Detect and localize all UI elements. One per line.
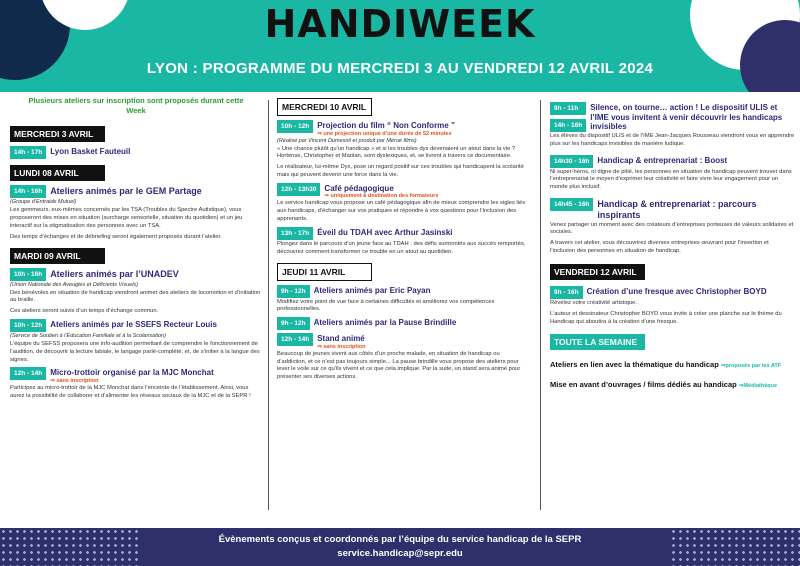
event-description: Modifiez votre point de vue face à certaines difficultés et améliorez vos compétences professionnelles.	[277, 298, 495, 313]
time-badge: 14h - 16h	[10, 185, 46, 198]
time-badge: 9h - 12h	[277, 285, 310, 298]
day-header: TOUTE LA SEMAINE	[550, 334, 645, 350]
column-divider	[268, 100, 269, 510]
time-badge: 12h - 14h	[277, 333, 313, 346]
week-item	[550, 380, 795, 390]
event-description: Participez au micro-trottoir de la MJC Monchat dans l’enceinte de l’établissement. Ainsi, vous aurez la possibilité de collaborer et d’alimenter les réseaux sociaux de la MJC et de la SEPR !	[10, 384, 251, 399]
event-title: Éveil du TDAH avec Arthur Jasinski	[317, 227, 453, 237]
event-description: Révélez votre créativité artistique.	[550, 299, 637, 306]
time-badge: 12h - 13h30	[277, 183, 320, 196]
time-badge: 10h - 16h	[10, 268, 46, 281]
time-badge: 14h - 17h	[10, 146, 46, 159]
event-description: Les gemmeurs, eux-mêmes concernés par les TSA (Troubles du Spectre Autistique), vous proposeront des mises en situation (surcharge sensorielle, situation du quotidien) et un jeu interactif sur la stigmatisation des personnes avec un TSA.	[10, 207, 243, 229]
event	[10, 146, 262, 159]
event-description: Le réalisateur, lui-même Dys, pose un regard positif sur ces troubles qui handicapent la scolarité mais qui peuvent devenir une force dans la vie.	[277, 164, 524, 179]
week-item-note: ⇒Médiathèque	[738, 383, 778, 390]
footer-banner	[0, 528, 800, 566]
event-description: Des temps d’échanges et de débriefing seront également proposés durant l’atelier.	[10, 233, 222, 240]
event	[550, 102, 795, 132]
event-description: Beaucoup de jeunes vivent aux côtés d’un proche malade, en situation de handicap ou d’addiction, et ce n’est pas toujours simple... La pause brindille vous propose des ateliers pour lever le voile sur ce qu’ils vivent et ce que cela implique. Par la suite, un stand sera animé pour présenter ses diverses actions.	[277, 350, 521, 381]
event-title: Stand animé	[317, 334, 365, 344]
event-title: Ateliers animés par l’UNADEV	[50, 268, 179, 279]
event-title-group	[50, 367, 214, 384]
footer-credit: Évènements conçus et coordonnés par l’équipe du service handicap de la SEPR	[218, 534, 582, 545]
event-description: A travers cet atelier, vous découvrirez diverses entreprises œuvrant pour l’insertion et l’inclusion des personnes en situation de handicap.	[550, 240, 769, 255]
week-item-title: Ateliers en lien avec la thématique du handicap	[550, 360, 719, 370]
event	[277, 333, 530, 350]
event-description: Venez partager un moment avec des créateurs d’entreprises porteuses de valeurs solidaires et sociales.	[550, 221, 794, 236]
event-title: Ateliers animés par la Pause Brindille	[313, 318, 457, 328]
event	[277, 120, 530, 137]
time-badge: 13h - 17h	[277, 227, 313, 240]
event-note: ⇒ uniquement à destination des formateurs	[324, 193, 439, 200]
event-title: Ateliers animés par le SSEFS Recteur Louis	[50, 319, 217, 329]
event-title-group	[317, 333, 365, 350]
week-item-title: Mise en avant d’ouvrages / films dédiés au handicap	[550, 380, 737, 390]
day-header: MARDI 09 AVRIL	[10, 248, 105, 264]
event-description: L’équipe du SEFSS proposera une info-audition permettant de comprendre le fonctionnement de l’audition, de découvrir la lecture labiale, le langage parlé-complété, et, de s’initier à la langue des signes.	[10, 340, 260, 363]
event-meta: (Service de Soutien à l’Éducation Familiale et à la Scolarisation)	[10, 332, 166, 339]
event-description: Des bénévoles en situation de handicap viendront animer des ateliers de locomotion et d’initiation au braille.	[10, 289, 261, 304]
column-right	[550, 96, 795, 391]
event-title: Ateliers animés par Eric Payan	[313, 285, 431, 295]
time-badge: 9h - 12h	[277, 317, 310, 330]
event-title: Ateliers animés par le GEM Partage	[50, 186, 202, 197]
time-badge: 10h - 12h	[277, 120, 313, 133]
time-badge: 14h45 - 16h	[550, 198, 593, 211]
event-title-group	[324, 183, 438, 200]
event-description: L’auteur et dessinateur Christopher BOYD vous invite à créer une planche sur le thème du Handicap qui aboutira à la création d’une fresque.	[550, 310, 782, 325]
event	[277, 317, 530, 330]
event-note: ⇒ sans inscription	[317, 343, 366, 350]
time-badge: 9h - 11h	[550, 102, 586, 115]
event	[550, 198, 795, 221]
event-title-group	[317, 120, 455, 137]
event	[277, 183, 530, 200]
event-title: Micro-trottoir organisé par la MJC Monchat	[50, 368, 214, 378]
event-description: Les élèves du dispositif ULIS et de l’IME Jean-Jacques Rousseau viendront vous en apprendre plus sur les handicaps invisibles de manière ludique.	[550, 133, 795, 147]
event	[10, 367, 262, 384]
event-title: Création d’une fresque avec Christopher BOYD	[586, 286, 767, 296]
time-badge: 10h - 12h	[10, 319, 46, 332]
week-item-note: ⇒proposés par les ATF	[720, 363, 782, 370]
time-badge: 12h - 14h	[10, 367, 46, 380]
event-title: Handicap & entreprenariat : Boost	[597, 155, 728, 165]
week-item	[550, 360, 795, 370]
event	[550, 155, 795, 168]
event	[10, 185, 262, 198]
time-badge: 14h - 16h	[550, 119, 586, 132]
event	[550, 286, 795, 299]
intro-text: Plusieurs ateliers sur inscription sont proposés durant cette Week	[28, 96, 244, 116]
column-divider	[540, 100, 541, 510]
day-header: JEUDI 11 AVRIL	[277, 263, 372, 281]
page-subtitle: LYON : PROGRAMME DU MERCREDI 3 AU VENDREDI 12 AVRIL 2024	[146, 60, 654, 77]
event-title: Silence, on tourne… action ! Le dispositif ULIS et l’IME vous invitent à venir découvrir les handicaps invisibles	[590, 103, 783, 132]
page-title: HANDIWEEK	[264, 2, 536, 46]
event-meta: (Groupe d’Entraide Mutuel)	[10, 199, 77, 206]
day-header: MERCREDI 3 AVRIL	[10, 126, 105, 142]
header-banner	[0, 0, 800, 92]
event-description: Ni super-héros, ni digne de pitié, les personnes en situation de handicap peuvent trouver dans l’entreprenariat le moyen d’exprimer leur créativité et faire vivre leur engagement pour un monde plus inclusif.	[550, 168, 792, 191]
event-title: Handicap & entreprenariat : parcours inspirants	[597, 199, 757, 220]
event-note: ⇒ une projection unique d’une durée de 52 minutes	[317, 130, 452, 137]
event-title: Lyon Basket Fauteuil	[50, 147, 131, 157]
column-middle	[277, 96, 530, 385]
event-description: Ces ateliers seront suivis d’un temps d’échange commun.	[10, 308, 159, 315]
event	[277, 227, 530, 240]
event-title: Projection du film “ Non Conforme ”	[317, 121, 455, 130]
time-badge: 9h - 16h	[550, 286, 583, 299]
event	[10, 268, 262, 281]
time-badge: 14h30 - 16h	[550, 155, 593, 168]
event	[277, 285, 530, 298]
column-left	[10, 96, 262, 404]
event-title: Café pédagogique	[324, 183, 394, 193]
contact-email[interactable]: service.handicap@sepr.edu	[337, 547, 463, 559]
event-meta: (Réalisé par Vincent Dumesnil et produit par Méroé films)	[277, 137, 417, 144]
event-note: ⇒ sans inscription	[50, 377, 99, 384]
day-header: MERCREDI 10 AVRIL	[277, 98, 372, 116]
event	[10, 319, 262, 332]
event-meta: (Union Nationale des Aveugles et Déficients Visuels)	[10, 281, 138, 288]
event-description: « Une chance plutôt qu’un handicap » et si les troubles dys devenaient un atout dans la vie ? Hortense, Christopher et Maolan, sont dyslexiques, et, se livrent à travers ce documentaire.	[277, 145, 516, 160]
time-badge-group	[550, 102, 586, 132]
event-description: Plongez dans le parcours d’un jeune face au TDAH : des défis surmontés aux succès remportés, découvrez comment transformer ce trouble en un atout au quotidien.	[277, 240, 526, 255]
day-header: LUNDI 08 AVRIL	[10, 165, 105, 181]
event-description: Le service handicap vous propose un café pédagogique afin de mieux comprendre les sigles liés aux handicaps, d’échanger sur vos pratiques et répondre à vos questions pour l’inclusion des apprenants.	[277, 200, 526, 223]
day-header: VENDREDI 12 AVRIL	[550, 264, 645, 280]
